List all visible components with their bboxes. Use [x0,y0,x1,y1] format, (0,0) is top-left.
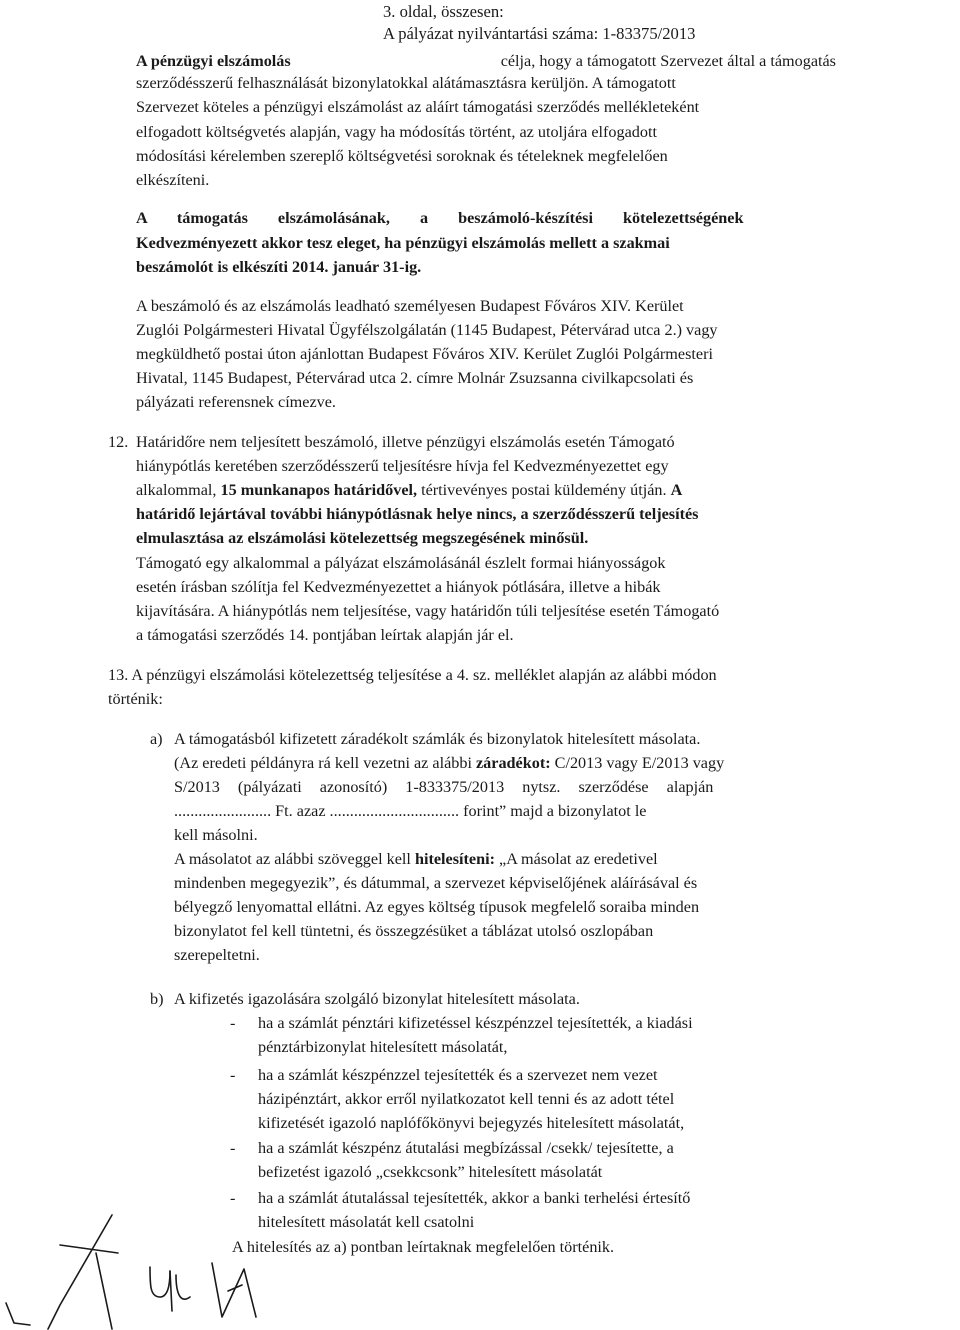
bullet-line: ha a számlát készpénzzel tejesítették és a szervezet nem vezet [258,1066,658,1084]
paragraph-line: mindenben megegyezik”, és dátummal, a szervezet képviselőjének aláírásával és [174,874,698,892]
bullet-line: ha a számlát átutalással tejesítették, akkor a banki terhelési értesítő [258,1189,691,1207]
bold-phrase: A [670,481,683,499]
text-span: célja, hogy a támogatott Szervezet által a támogatás [500,52,836,70]
registration-number: A pályázat nyilvántartási száma: 1-83375/2013 [383,24,696,43]
text-span: szerződésszerű felhasználását bizonylatokkal alátámasztásra kerüljön. A támogatott [136,74,676,92]
paragraph-line: A támogatásból kifizetett záradékolt számlák és bizonylatok hitelesített másolata. [174,730,701,748]
paragraph-line: bélyegző lenyomattal ellátni. Az egyes költség típusok megfelelő soraiba minden [174,898,700,916]
paragraph-line: Szervezet köteles a pénzügyi elszámolást az aláírt támogatási szerződés mellékleteként [136,98,700,116]
paragraph-line: módosítási kérelemben szereplő költségvetési soroknak és tételeknek megfelelően [136,147,668,165]
bullet-dash: - [230,1066,236,1084]
paragraph-line [136,53,836,69]
text-span: A másolatot az alábbi szöveggel kell [174,850,411,868]
paragraph-line: Zuglói Polgármesteri Hivatal Ügyfélszolgálatán (1145 Budapest, Pétervárad utca 2.) vagy [136,321,718,339]
paragraph-line: A kifizetés igazolására szolgáló bizonylat hitelesített másolata. [174,990,580,1008]
paragraph-line [136,75,836,91]
page-number: 3. oldal, összesen: [383,2,504,21]
paragraph-line: Kedvezményezett akkor tesz eleget, ha pénzügyi elszámolás mellett a szakmai [136,234,670,252]
paragraph-line: kijavítására. A hiánypótlás nem teljesítése, vagy határidőn túli teljesítése esetén Támogató [136,602,720,620]
bullet-dash: - [230,1014,236,1032]
bullet-dash: - [230,1189,236,1207]
paragraph-line: A támogatás elszámolásának, a beszámoló-készítési kötelezettségének [136,209,744,227]
paragraph-line [136,482,682,498]
text-span: alkalommal, [136,481,217,499]
handwritten-initials [0,1205,300,1330]
text-span: „A másolat az eredetivel [499,850,658,868]
paragraph-line: pályázati referensnek címezve. [136,393,336,411]
bold-phrase: A pénzügyi elszámolás [136,52,291,70]
paragraph-line: beszámolót is elkészíti 2014. január 31-ig. [136,258,422,276]
paragraph-line: szerepeltetni. [174,946,260,964]
list-marker: a) [150,730,163,748]
bullet-line: pénztárbizonylat hitelesített másolatát, [258,1038,508,1056]
bold-phrase: hitelesíteni: [414,850,495,868]
text-span: tértivevényes postai küldemény útján. [421,481,667,499]
bullet-line: ha a számlát pénztári kifizetéssel készpénzzel tejesítették, a kiadási [258,1014,693,1032]
bold-phrase: 15 munkanapos határidővel, [220,481,418,499]
paragraph-line: történik: [108,690,163,708]
bullet-dash: - [230,1139,236,1157]
bullet-line: befizetést igazoló „csekkcsonk” hitelesített másolatát [258,1163,603,1181]
paragraph-line: Határidőre nem teljesített beszámoló, illetve pénzügyi elszámolás esetén Támogató [136,433,675,451]
paragraph-line: elkészíteni. [136,171,210,189]
paragraph-line: bizonylatot fel kell tüntetni, és összegzésüket a táblázat utolsó oszlopában [174,922,654,940]
paragraph-line: 13. A pénzügyi elszámolási kötelezettség teljesítése a 4. sz. melléklet alapján az alábbi módon [108,666,717,684]
text-span: C/2013 vagy E/2013 vagy [554,754,725,772]
paragraph-line: határidő lejártával további hiánypótlásnak helye nincs, a szerződésszerű teljesítés [136,505,699,523]
paragraph-line: elfogadott költségvetés alapján, vagy ha módosítás történt, az utoljára elfogadott [136,123,657,141]
list-marker: b) [150,990,164,1008]
paragraph-line: a támogatási szerződés 14. pontjában leírtak alapján jár el. [136,626,514,644]
bullet-line: házipénztárt, akkor erről nyilatkozatot kell tenni és az adott tétel [258,1090,675,1108]
bullet-line: kifizetését igazoló naplófőkönyvi bejegyzés hitelesített másolatát, [258,1114,685,1132]
paragraph-line: megküldhető postai úton ajánlottan Budapest Főváros XIV. Kerület Zuglói Polgármesteri [136,345,713,363]
bullet-line: ha a számlát készpénz átutalási megbízással /csekk/ tejesítette, a [258,1139,674,1157]
paragraph-line [174,851,658,867]
paragraph-line: Hivatal, 1145 Budapest, Pétervárad utca 2. címre Molnár Zsuzsanna civilkapcsolati és [136,369,694,387]
paragraph-line: Támogató egy alkalommal a pályázat elszámolásánál észlelt formai hiányosságok [136,554,666,572]
paragraph-line: kell másolni. [174,826,258,844]
text-span: (Az eredeti példányra rá kell vezetni az alábbi [174,754,472,772]
paragraph-line: S/2013 (pályázati azonosító) 1-833375/2013 nytsz. szerződése alapján [174,778,714,796]
section-number: 12. [108,433,129,451]
paragraph-line: ........................ Ft. azaz ................................ forint” majd a bizonylatot le [174,802,647,820]
paragraph-line: esetén írásban szólítja fel Kedvezményezettet a hiányok pótlására, illetve a hibák [136,578,661,596]
paragraph-line: A beszámoló és az elszámolás leadható személyesen Budapest Főváros XIV. Kerület [136,297,684,315]
paragraph-line: A hitelesítés az a) pontban leírtaknak megfelelően történik. [232,1238,615,1256]
paragraph-line: hiánypótlás keretében szerződésszerű teljesítésre hívja fel Kedvezményezettet egy [136,457,669,475]
paragraph-line: elmulasztása az elszámolási kötelezettség megszegésének minősül. [136,529,589,547]
paragraph-line [174,755,724,771]
bullet-line: hitelesített másolatát kell csatolni [258,1213,475,1231]
bold-phrase: záradékot: [476,754,551,772]
